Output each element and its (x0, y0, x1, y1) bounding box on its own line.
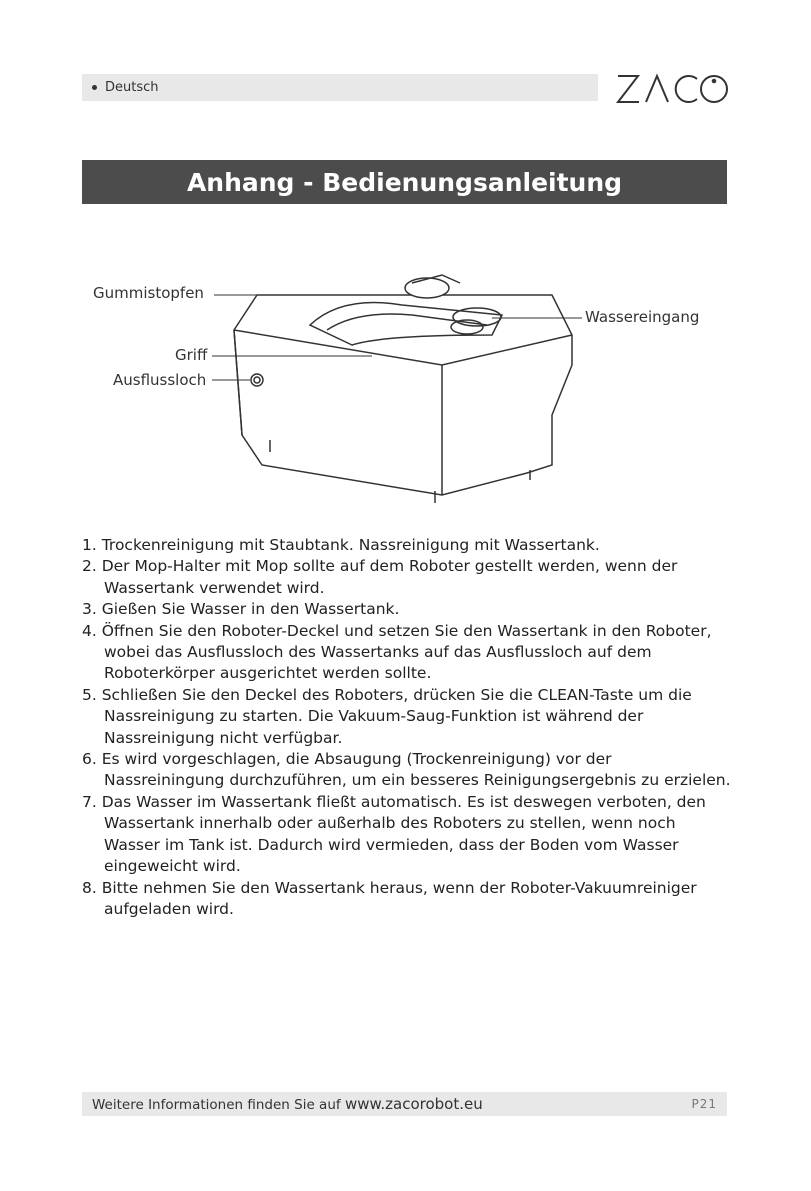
page-number: P21 (691, 1097, 717, 1111)
label-wassereingang: Wassereingang (585, 308, 700, 326)
zaco-logo (614, 68, 729, 108)
bullet-icon (92, 85, 97, 90)
instruction-list (82, 535, 732, 920)
label-griff: Griff (175, 346, 208, 364)
instruction-item: 8. Bitte nehmen Sie den Wassertank heraus, wenn der Roboter-Vakuumreiniger aufgeladen wird. (82, 878, 697, 918)
footer-text: Weitere Informationen finden Sie auf (92, 1097, 341, 1113)
label-gummistopfen: Gummistopfen (93, 284, 204, 302)
label-ausflussloch: Ausflussloch (113, 371, 207, 389)
instruction-item: 5. Schließen Sie den Deckel des Roboters, drücken Sie die CLEAN-Taste um die Nassreinigung zu starten. Die Vakuum-Saug-Funktion ist während der Nassreinigung nicht verfügbar. (82, 685, 692, 747)
instruction-item: 4. Öffnen Sie den Roboter-Deckel und setzen Sie den Wassertank in den Roboter, wobei das Ausflussloch des Wassertanks auf das Ausflussloch auf dem Roboterkörper ausgerichtet werden sollte. (82, 621, 712, 683)
instruction-item: 1. Trockenreinigung mit Staubtank. Nassreinigung mit Wassertank. (82, 536, 600, 554)
instruction-item: 2. Der Mop-Halter mit Mop sollte auf dem Roboter gestellt werden, wenn der Wassertank verwendet wird. (82, 557, 678, 597)
language-bar (82, 74, 598, 101)
page-title: Anhang - Bedienungsanleitung (82, 160, 727, 204)
footer-bar (82, 1092, 727, 1116)
instruction-item: 7. Das Wasser im Wassertank fließt automatisch. Es ist deswegen verboten, den Wassertank innerhalb oder außerhalb des Roboters zu stellen, wenn noch Wasser im Tank ist. Dadurch wird vermieden, dass der Boden vom Wasser eingeweicht wird. (82, 792, 706, 876)
instruction-item: 3. Gießen Sie Wasser in den Wassertank. (82, 600, 400, 619)
website-link[interactable]: www.zacorobot.eu (344, 1095, 483, 1113)
water-tank-figure (82, 255, 727, 515)
language-label: Deutsch (105, 80, 159, 95)
instruction-item: 6. Es wird vorgeschlagen, die Absaugung (Trockenreinigung) vor der Nassreiningung durchzuführen, um ein besseres Reinigungsergebnis zu erzielen. (82, 750, 731, 790)
